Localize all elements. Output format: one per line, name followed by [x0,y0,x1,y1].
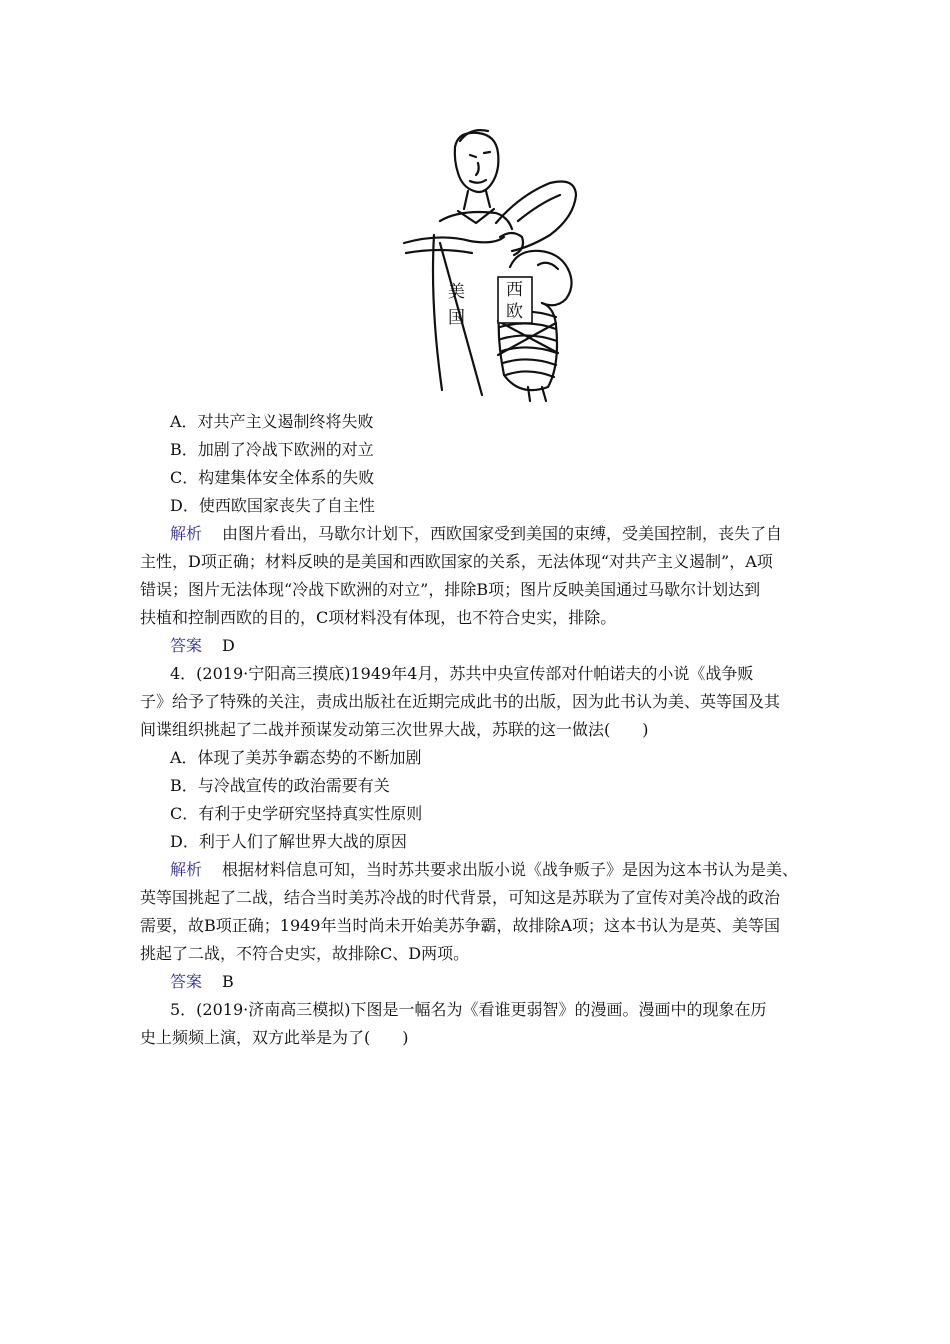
q3-option-b: B．加剧了冷战下欧洲的对立 [170,440,374,459]
q4-stem-line-2: 子》给予了特殊的关注，责成出版社在近期完成此书的出版，因为此书认为美、英等国及其 [140,692,781,711]
label-us-char-1: 美 [448,282,465,302]
q4-analysis-label: 解析 [170,860,203,879]
q4-analysis-line-3: 需要，故B项正确；1949年当时尚未开始美苏争霸，故排除A项；这本书认为是英、美等国 [140,916,781,935]
q4-option-b: B．与冷战宣传的政治需要有关 [170,776,390,795]
q4-analysis-line-1: 根据材料信息可知，当时苏共要求出版小说《战争贩子》是因为这本书认为是美、 [222,860,799,879]
q4-analysis-line-2: 英等国挑起了二战，结合当时美苏冷战的时代背景，可知这是苏联为了宣传对美冷战的政治 [140,888,781,907]
q4-option-a: A．体现了美苏争霸态势的不断加剧 [170,748,422,767]
q4-analysis-line-4: 挑起了二战，不符合史实，故排除C、D两项。 [140,944,470,963]
q4-option-c: C．有利于史学研究坚持真实性原则 [170,804,423,823]
q3-analysis-line-1: 由图片看出，马歇尔计划下，西欧国家受到美国的束缚，受美国控制，丧失了自 [222,524,783,543]
q3-option-c: C．构建集体安全体系的失败 [170,468,375,487]
q4-stem-line-3: 间谍组织挑起了二战并预谋发动第三次世界大战，苏联的这一做法( ) [140,720,649,739]
q3-option-a: A．对共产主义遏制终将失败 [170,412,374,431]
cartoon-drawing [400,125,585,403]
q3-answer-value: D [222,636,235,655]
q3-analysis-line-2: 主性，D项正确；材料反映的是美国和西欧国家的关系，无法体现“对共产主义遏制”，A项 [140,552,773,571]
q3-analysis-line-3: 错误；图片无法体现“冷战下欧洲的对立”，排除B项；图片反映美国通过马歇尔计划达到 [140,580,761,599]
q3-analysis-line-4: 扶植和控制西欧的目的，C项材料没有体现，也不符合史实，排除。 [140,608,617,627]
q5-stem-line-1: 5．(2019·济南高三模拟)下图是一幅名为《看谁更弱智》的漫画。漫画中的现象在历 [170,1000,767,1019]
q3-answer-label: 答案 [170,636,203,655]
q5-stem-line-2: 史上频频上演，双方此举是为了( ) [140,1028,409,1047]
q4-answer-label: 答案 [170,972,203,991]
q4-answer-value: B [222,972,234,991]
q4-stem-line-1: 4．(2019·宁阳高三摸底)1949年4月，苏共中央宣传部对什帕诺夫的小说《战争贩 [170,664,754,683]
q3-analysis-label: 解析 [170,524,203,543]
marshall-plan-cartoon [400,125,585,403]
q3-option-d: D．使西欧国家丧失了自主性 [170,496,375,515]
label-eu-char-2: 欧 [506,302,523,322]
q4-option-d: D．利于人们了解世界大战的原因 [170,832,407,851]
label-eu-char-1: 西 [506,280,523,300]
label-us-char-2: 国 [448,308,465,328]
